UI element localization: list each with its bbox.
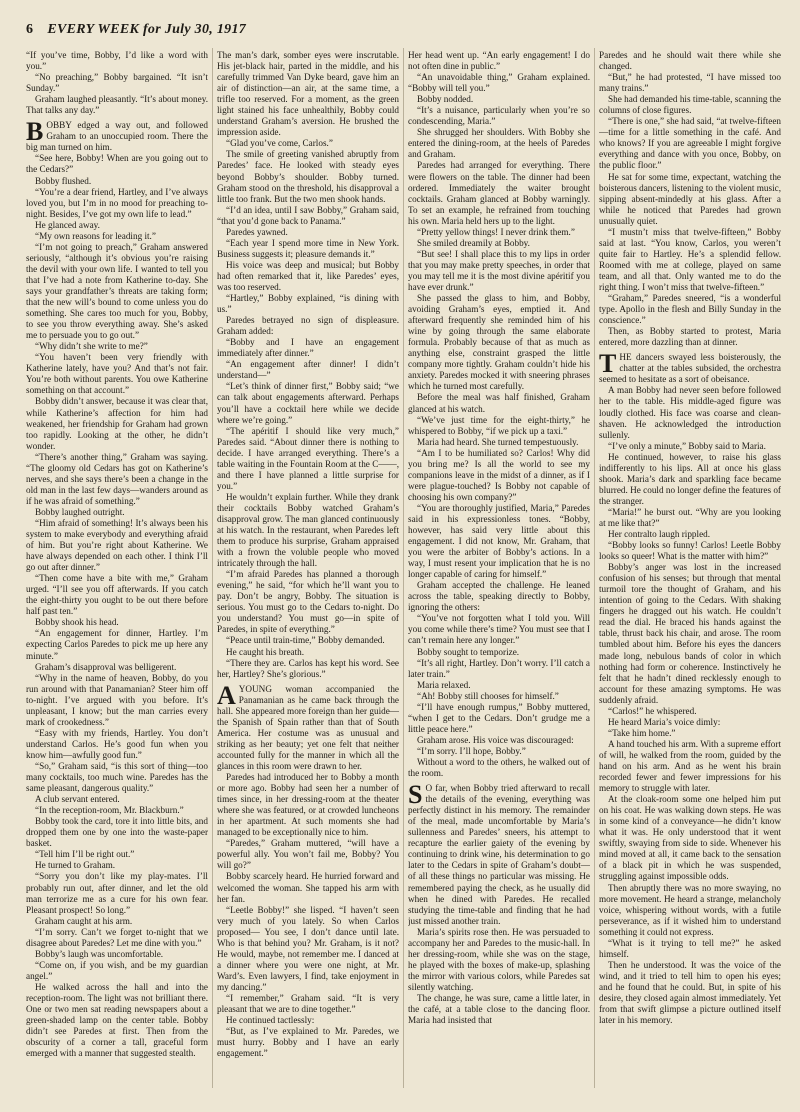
- paragraph: “Why in the name of heaven, Bobby, do you run around with that Panamanian? Steer him off to-night. I’ve argued with you before. It’s unpleasant, I know; but the man carries every mark of crookedness.”: [26, 672, 208, 727]
- paragraph: “But, as I’ve explained to Mr. Paredes, we must hurry. Bobby and I have an early engagement.”: [217, 1026, 399, 1059]
- paragraph: “Peace until train-time,” Bobby demanded.: [226, 635, 385, 646]
- paragraph: “No preaching,” Bobby bargained. “It isn’t Sunday.”: [26, 72, 208, 94]
- paragraph: He continued, however, to raise his glass indifferently to his lips. All at once his glass shook. Maria’s dark and sparkling face became blurred. He could no longer define the features of the stranger.: [599, 451, 781, 506]
- paragraph: Her contralto laugh rippled.: [608, 529, 711, 540]
- paragraph: Then he understood. It was the voice of the wind, and it tried to tell him to open his eyes; and he found that he could. But, in spite of his desire, they closed again almost immediately. Yet from that swift glimpse a picture outlined itself later in his memory.: [599, 959, 781, 1026]
- paragraph: “Maria!” he burst out. “Why are you looking at me like that?”: [599, 506, 781, 528]
- section-opening-paragraph: BOBBY edged a way out, and followed Graham to an unoccupied room. There the big man turned on him.: [26, 117, 208, 153]
- paragraph: He wouldn’t explain further. While they drank their cocktails Bobby watched Graham’s disapproval grow. The man glanced continuously at his watch. In the restaurant, when Paredes left them to produce his surprise, Graham appraised with a frown the voluble people who moved intricately through the hall.: [217, 491, 399, 569]
- paragraph: At the cloak-room some one helped him put on his coat. He was walking down steps. He was in some kind of a conveyance—he didn’t know what it was. He only understood that it went swiftly, swaying from side to side. Whenever his mind moved at all, it came back to the sensation of a black pit in which he was suspended, struggling against impossible odds.: [599, 794, 781, 882]
- paragraph: “We’ve just time for the eight-thirty,” he whispered to Bobby, “if we pick up a taxi.”: [408, 414, 590, 436]
- paragraph: “Carlos!” he whispered.: [608, 705, 697, 716]
- text-columns: [26, 50, 782, 1112]
- paragraph: Then, as Bobby started to protest, Maria entered, more dazzling than at dinner.: [599, 326, 781, 348]
- paragraph: A man Bobby had never seen before followed her to the table. His middle-aged figure was loudly clothed. His face was coarse and clean-shaven. He acknowledged the introduction sullenly.: [599, 385, 781, 440]
- paragraph: He continued tactlessly:: [226, 1015, 315, 1026]
- paragraph: “You’re a dear friend, Hartley, and I’ve always loved you, but I’m in no mood for preaching to-night. Besides, I’ve got my own life to lead.”: [26, 186, 208, 219]
- paragraph: “I’d an idea, until I saw Bobby,” Graham said, “that you’d gone back to Panama.”: [217, 204, 399, 226]
- paragraph: Bobby didn’t answer, because it was clear that, while Katherine’s affection for him had weakened, her friendship for Graham had grown too rapidly. Looking at the other, he didn’t wonder.: [26, 396, 208, 451]
- paragraph: Her head went up. “An early engagement! I do not often dine in public.”: [408, 50, 590, 72]
- paragraph: Paredes had introduced her to Bobby a month or more ago. Bobby had seen her a number of times since, in her dressing-room at the theater where she was featured, or at crowded luncheons in her apartment. At such moments she had managed to be exceptionally nice to him.: [217, 772, 399, 838]
- paragraph: “Ah! Bobby still chooses for himself.”: [417, 690, 559, 701]
- paragraph: “Let’s think of dinner first,” Bobby said; “we can talk about engagements afterward. Perhaps you’ll have a cocktail here while we decide where we’re going.”: [217, 381, 399, 425]
- paragraph: “There’s another thing,” Graham was saying. “The gloomy old Cedars has got on Katherine’s nerves, and she says there’s been a change in the old man in the last few days—wanders around as if he was afraid of something.”: [26, 451, 208, 506]
- paragraph: Maria’s spirits rose then. He was persuaded to accompany her and Paredes to the music-hall. In her dressing-room, while she was on the stage, he played with the boxes of make-up, splashing the mirror with various colors, while Paredes sat silently watching.: [408, 926, 590, 992]
- text-column-1: [26, 50, 208, 1112]
- paragraph: Paredes and he should wait there while she changed.: [599, 50, 781, 72]
- paragraph: “But see! I shall place this to my lips in order that you may make pretty speeches, in order that you may tell me it is the most divine apéritif you have ever drunk.”: [408, 248, 590, 292]
- paragraph: “I’m sorry. I’ll hope, Bobby.”: [417, 745, 526, 756]
- paragraph: Graham accepted the challenge. He leaned across the table, speaking directly to Bobby, ignoring the others:: [408, 580, 590, 613]
- running-title: EVERY WEEK for July 30, 1917: [47, 22, 247, 37]
- paragraph: “Take him home.”: [608, 727, 676, 738]
- text-column-4: [599, 50, 781, 1112]
- paragraph: “In the reception-room, Mr. Blackburn.”: [35, 805, 184, 816]
- paragraph: “Graham,” Paredes sneered, “is a wonderful type. Apollo in the flesh and Billy Sunday in the conscience.”: [599, 293, 781, 326]
- paragraph: The smile of greeting vanished abruptly from Paredes’ face. He looked with steady eyes beyond Bobby’s shoulder. Bobby turned. Graham stood on the threshold, his disapproval a little too frank. But the two men shook hands.: [217, 149, 399, 204]
- paragraph: His voice was deep and musical; but Bobby had often remarked that it, like Paredes’ eyes, was too reserved.: [217, 259, 399, 292]
- paragraph: “Each year I spend more time in New York. Business suggests it; pleasure demands it.”: [217, 237, 399, 259]
- paragraph: Bobby scarcely heard. He hurried forward and welcomed the woman. She tapped his arm with her fan.: [217, 871, 399, 904]
- paragraph: Maria had heard. She turned tempestuously.: [417, 436, 579, 447]
- section-opening-paragraph: AYOUNG woman accompanied the Panamanian as he came back through the hall. She appeared more foreign than her guide—the Spanish of Spain rather than that of South America. Her costume was as unusual and striking as her beauty; yet one felt that neither accounted fully for the manner in which all the glances in this room were drawn to her.: [217, 680, 399, 771]
- paragraph: Bobby’s anger was lost in the increased confusion of his senses; but through that mental turmoil tore the thought of Graham, and his intention of going to the Cedars. With shaking fingers he dragged out his watch. He couldn’t read the dial. He braced his hands against the table, thrust back his chair, and arose. The room tumbled about him. Before his eyes the dancers made long, nebulous bands of color in which nothing had form or coherence. Instinctively he felt that he hadn’t dined recklessly enough to account for these amazing symptoms. He was suddenly afraid.: [599, 562, 781, 705]
- paragraph: “I mustn’t miss that twelve-fifteen,” Bobby said at last. “You know, Carlos, you weren’t quite fair to Hartley. He’s a splendid fellow. Roomed with me at college, played on same team, and all that. Only wanted me to do the right thing. I won’t miss that twelve-fifteen.”: [599, 226, 781, 292]
- paragraph: Bobby took the card, tore it into little bits, and dropped them one by one into the waste-paper basket.: [26, 816, 208, 849]
- section-opening-paragraph: SO far, when Bobby tried afterward to recall the details of the evening, everything was perfectly distinct in his memory. The remainder of the meal, made uncomfortable by Maria’s sullenness and Paredes’ sneers, his attempt to recapture the earlier gaiety of the evening by continuing to drink wine, his determination to go later to the Cedars in spite of Graham’s doubt—of all these things no particular was missing. He remembered paying the check, as he usually did when he dined with Paredes. He recalled studying the time-table and finding that he had just missed another train.: [408, 780, 590, 926]
- paragraph: A hand touched his arm. With a supreme effort of will, he walked from the room, guided by the hand on his arm. And as he went his brain recorded fewer and fewer impressions for his memory to struggle with later.: [599, 738, 781, 794]
- paragraph: “Sorry you don’t like my play-mates. I’ll probably run out, after dinner, and let the old man terrorize me as a cure for his own fear. Pleasant prospect! So long.”: [26, 871, 208, 915]
- paragraph: “So,” Graham said, “is this sort of thing—too many cocktails, too much wine. Paredes has the same pleasant, dangerous quality.”: [26, 761, 208, 794]
- paragraph: He caught his breath.: [226, 646, 305, 657]
- paragraph: “It’s all right, Hartley. Don’t worry. I’ll catch a later train.”: [408, 657, 590, 679]
- section-opening-paragraph: THE dancers swayed less boisterously, the chatter at the tables subsided, the orchestra seemed to hesitate as a sort of obeisance.: [599, 349, 781, 385]
- paragraph: “See here, Bobby! When are you going out to the Cedars?”: [26, 153, 208, 175]
- paragraph: “There they are. Carlos has kept his word. See her, Hartley? She’s glorious.”: [217, 657, 399, 679]
- paragraph: Graham arose. His voice was discouraged:: [417, 734, 574, 745]
- page-header: [26, 22, 782, 42]
- paragraph: She had demanded his time-table, scanning the columns of close figures.: [599, 94, 781, 116]
- paragraph: “Hartley,” Bobby explained, “is dining with us.”: [217, 293, 399, 315]
- column-divider: [594, 48, 595, 1088]
- paragraph: “An engagement for dinner, Hartley. I’m expecting Carlos Paredes to pick me up here any minute.”: [26, 628, 208, 661]
- paragraph: He walked across the hall and into the reception-room. The light was not brilliant there. One or two men sat reading newspapers about a green-shaded lamp on the center table. Bobby didn’t see Paredes at first. Then from the obscurity of a corner a tall, graceful form emerged with a manner that suggested stealth.: [26, 981, 208, 1059]
- paragraph: “It’s a nuisance, particularly when you’re so condescending, Maria.”: [408, 105, 590, 127]
- paragraph: “Paredes,” Graham muttered, “will have a powerful ally. You won’t fail me, Bobby? You will go?”: [217, 838, 399, 871]
- paragraph: “Bobby and I have an engagement immediately after dinner.”: [217, 337, 399, 359]
- paragraph: Graham caught at his arm.: [35, 915, 133, 926]
- paragraph: Graham’s disapproval was belligerent.: [35, 661, 177, 672]
- paragraph: “An unavoidable thing,” Graham explained. “Bobby will tell you.”: [408, 72, 590, 94]
- paragraph: Without a word to the others, he walked out of the room.: [408, 757, 590, 779]
- paragraph: “I remember,” Graham said. “It is very pleasant that we are to dine together.”: [217, 992, 399, 1015]
- paragraph: “I’m afraid Paredes has planned a thorough evening,” he said, “for which he’ll want you to pay. Don’t be angry, Bobby. The situation is serious. You must go to the Cedars to-night. Do you understand? You must go—in spite of Paredes, in spite of everything.”: [217, 569, 399, 635]
- paragraph: “Him afraid of something! It’s always been his system to make everybody and everything afraid of him. But you’re right about Katherine. We have always depended on each other. I think I’ll go out after dinner.”: [26, 517, 208, 573]
- paragraph: Bobby’s laugh was uncomfortable.: [35, 948, 164, 959]
- paragraph: “You’ve not forgotten what I told you. Will you come while there’s time? You must see that I can’t remain here any longer.”: [408, 613, 590, 646]
- paragraph: Paredes yawned.: [226, 226, 288, 237]
- paragraph: He turned to Graham.: [35, 860, 116, 871]
- paragraph: The man’s dark, somber eyes were inscrutable. His jet-black hair, parted in the middle, and his carefully trimmed Van Dyke beard, gave him an air of distinction—an air, at the same time, a trifle too reserved. For a moment, as the green light stained his face unhealthily, Bobby could understand Graham’s aversion. He brushed the impression aside.: [217, 50, 399, 138]
- paragraph: Maria relaxed.: [417, 679, 471, 690]
- paragraph: She shrugged her shoulders. With Bobby she entered the dining-room, at the heels of Paredes and Graham.: [408, 127, 590, 160]
- paragraph: Then abruptly there was no more swaying, no more movement. He heard a strange, melancholy voice, whispering without words, with a futile perseverance, as if it wished him to understand something it could not express.: [599, 882, 781, 937]
- paragraph: A club servant entered.: [35, 794, 120, 805]
- paragraph: He glanced away.: [35, 219, 100, 230]
- column-divider: [212, 48, 213, 1088]
- paragraph: Before the meal was half finished, Graham glanced at his watch.: [408, 392, 590, 414]
- paragraph: She passed the glass to him, and Bobby, avoiding Graham’s eyes, emptied it. And afterward frequently she reminded him of his wine by going through the same elaborate formula. Probably because of that as much as anything else, constraint grasped the little company more tightly. Graham couldn’t hide his anxiety. Paredes mocked it with sneering phrases which he turned most carefully.: [408, 293, 590, 392]
- paragraph: “There is one,” she had said, “at twelve-fifteen—time for a little something in the café. And who knows? If you are agreeable I might forgive everything and dance with you once, Bobby, on the public floor.”: [599, 116, 781, 171]
- paragraph: “I’ll have enough rumpus,” Bobby muttered, “when I get to the Cedars. Don’t grudge me a little peace here.”: [408, 701, 590, 734]
- paragraph: “Easy with my friends, Hartley. You don’t understand Carlos. He’s good fun when you know him—awfully good fun.”: [26, 727, 208, 760]
- paragraph: “Tell him I’ll be right out.”: [35, 849, 135, 860]
- paragraph: “I’m not going to preach,” Graham answered seriously, “although it’s obvious you’re raising the devil with your own life. I wanted to tell you that I’ve had a note from Katherine to-day. She says your grandfather’s threats are taking form; that the new will’s bound to come unless you do something. She cares too much for you, Bobby, to see you throw everything away. She’s asked me to persuade you to go out.”: [26, 241, 208, 341]
- paragraph: “I’ve only a minute,” Bobby said to Maria.: [608, 440, 766, 451]
- paragraph: He sat for some time, expectant, watching the boisterous dancers, listening to the violent music, sipping absent-mindedly at his glass. After a while he noticed that Paredes had grown unusually quiet.: [599, 171, 781, 226]
- paragraph: “If you’ve time, Bobby, I’d like a word with you.”: [26, 50, 208, 72]
- paragraph: Paredes betrayed no sign of displeasure. Graham added:: [217, 315, 399, 337]
- paragraph: “You haven’t been very friendly with Katherine lately, have you? And that’s not fair. You’re both without parents. You owe Katherine something on that account.”: [26, 352, 208, 396]
- page-number: 6: [26, 22, 34, 37]
- paragraph: She smiled dreamily at Bobby.: [417, 237, 530, 248]
- paragraph: Bobby shook his head.: [35, 617, 119, 628]
- paragraph: “Bobby looks so funny! Carlos! Leetle Bobby looks so queer! What is the matter with him?”: [599, 540, 781, 562]
- paragraph: “Then come have a bite with me,” Graham urged. “I’ll see you off afterwards. If you catch the eight-thirty you ought to be out there before half past ten.”: [26, 573, 208, 617]
- paragraph: “Come on, if you wish, and be my guardian angel.”: [26, 959, 208, 981]
- paragraph: He heard Maria’s voice dimly:: [608, 716, 721, 727]
- column-divider: [403, 48, 404, 1088]
- paragraph: The change, he was sure, came a little later, in the café, at a table close to the dancing floor. Maria had insisted that: [408, 992, 590, 1026]
- text-column-3: [408, 50, 590, 1112]
- paragraph: Bobby laughed outright.: [35, 506, 125, 517]
- paragraph: Bobby nodded.: [417, 94, 474, 105]
- paragraph: “You are thoroughly justified, Maria,” Paredes said in his expressionless tones. “Bobby, however, has said very little about this engagement. I did not know, Mr. Graham, that you were the arbiter of Bobby’s actions. In a way, I must resent your implication that he is no longer capable of caring for himself.”: [408, 502, 590, 580]
- paragraph: “Why didn’t she write to me?”: [35, 341, 148, 352]
- paragraph: “Pretty yellow things! I never drink them.”: [417, 226, 575, 237]
- paragraph: Bobby sought to temporize.: [417, 646, 520, 657]
- paragraph: “Am I to be humiliated so? Carlos! Why did you bring me? Is all the world to see my companions leave in the midst of a dinner, as if I were plague-touched? Is Bobby not capable of choosing his own company?”: [408, 447, 590, 502]
- text-column-2: [217, 50, 399, 1112]
- paragraph: “Leetle Bobby!” she lisped. “I haven’t seen very much of you lately. So when Carlos proposed— You see, I don’t dance until late. Who is that behind you? Mr. Graham, is it not? He would, maybe, not remember me. I danced at a dinner where you were one night, at Mr. Ward’s. Even lawyers, I find, take enjoyment in my dancing.”: [217, 904, 399, 992]
- paragraph: Bobby flushed.: [35, 175, 92, 186]
- paragraph: Paredes had arranged for everything. There were flowers on the table. The dinner had been ordered. Immediately the waiter brought cocktails. Graham glanced at Bobby warningly. To set an example, he refrained from touching his own. Maria held hers up to the light.: [408, 160, 590, 226]
- paragraph: “But,” he had protested, “I have missed too many trains.”: [599, 72, 781, 94]
- paragraph: “What is it trying to tell me?” he asked himself.: [599, 937, 781, 959]
- paragraph: Graham laughed pleasantly. “It’s about money. That talks any day.”: [26, 94, 208, 116]
- paragraph: “The apéritif I should like very much,” Paredes said. “About dinner there is nothing to decide. I have arranged everything. There’s a table waiting in the Fountain Room at the C——, and there I have planned a little surprise for you.”: [217, 425, 399, 491]
- paragraph: “I’m sorry. Can’t we forget to-night that we disagree about Paredes? Let me dine with you.”: [26, 926, 208, 948]
- paragraph: “Glad you’ve come, Carlos.”: [226, 138, 333, 149]
- paragraph: “An engagement after dinner! I didn’t understand—”: [217, 359, 399, 381]
- paragraph: “My own reasons for leading it.”: [35, 230, 156, 241]
